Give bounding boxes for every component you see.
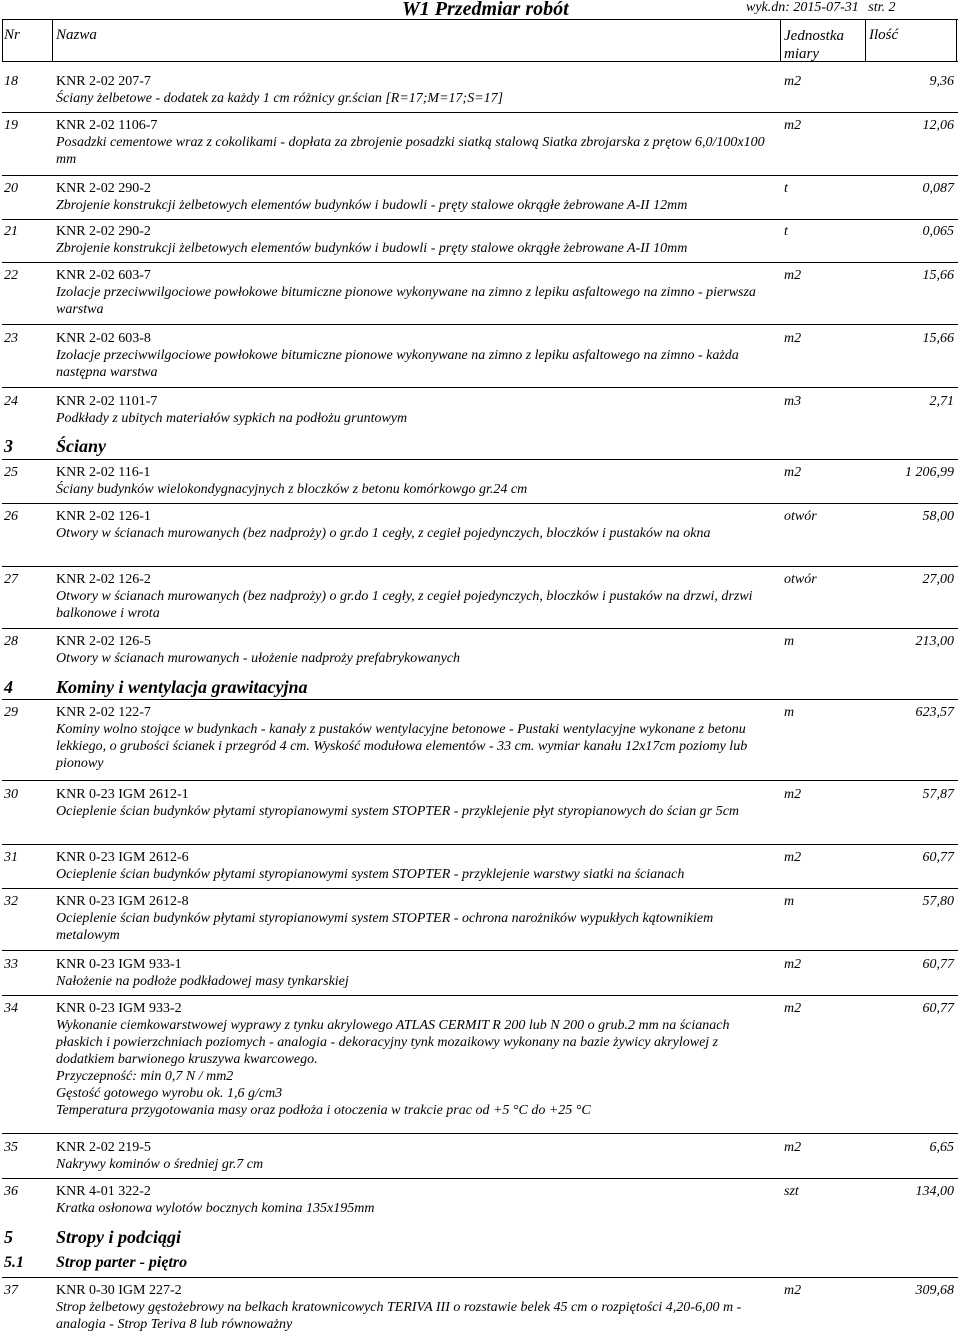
subsection-title: Strop parter - piętro [56,1254,188,1271]
section-heading [4,677,308,698]
item-code: KNR 2-02 603-8 [56,331,151,346]
subsection-heading [4,1254,187,1272]
item-code: KNR 0-30 IGM 227-2 [56,1283,182,1298]
item-qty: 9,36 [929,74,954,89]
item-code: KNR 2-02 603-7 [56,268,151,283]
item-qty: 15,66 [922,331,954,346]
item-unit: m2 [784,1283,802,1298]
column-divider [52,19,53,61]
row-divider [2,950,958,951]
column-header-qty: Ilość [869,27,899,43]
item-qty: 60,77 [922,957,954,972]
item-qty: 2,71 [929,394,954,409]
row-divider [2,780,958,781]
item-description: Kominy wolno stojące w budynkach - kanały z pustaków wentylacyjne betonowe - Pustaki wentylacyjne wykonane z betonu lekkiego, o grubości ścianek i przegród 4 cm. Wyskość modułowa elementów - 33 cm. wymiar kanału 12x17cm poziomy lub pionowy [56,722,748,771]
row-divider [2,324,958,325]
item-code: KNR 2-02 290-2 [56,224,151,239]
section-heading [4,1227,181,1248]
column-header-nr: Nr [4,27,20,43]
item-unit: szt [784,1184,799,1199]
item-code: KNR 2-02 116-1 [56,465,151,480]
item-description: Ocieplenie ścian budynków płytami styropianowymi system STOPTER - ochrona narożników wypukłych kątownikiem metalowym [56,911,714,943]
item-unit: m2 [784,957,802,972]
row-divider [2,262,958,263]
item-qty: 27,00 [922,572,954,587]
item-unit: m2 [784,465,802,480]
item-unit: m2 [784,268,802,283]
item-code: KNR 2-02 1101-7 [56,394,158,409]
row-divider [2,888,958,889]
header-rule [2,19,958,20]
column-divider [2,19,3,61]
item-unit: m [784,705,795,720]
item-nr: 23 [4,331,18,346]
item-code: KNR 4-01 322-2 [56,1184,151,1199]
item-unit: m2 [784,74,802,89]
item-code: KNR 2-02 126-1 [56,509,151,524]
subsection-number: 5.1 [4,1254,24,1271]
item-qty: 60,77 [922,850,954,865]
item-qty: 1 206,99 [905,465,954,480]
item-description: Posadzki cementowe wraz z cokolikami - dopłata za zbrojenie posadzki siatką stalową Siatka zbrojarska z prętow 6,0/100x100 mm [56,135,765,167]
item-code: KNR 2-02 290-2 [56,181,151,196]
row-divider [2,1133,958,1134]
item-unit: m [784,894,795,909]
row-divider [2,503,958,504]
section-title: Ściany [56,436,107,456]
item-description: Otwory w ścianach murowanych (bez nadproży) o gr.do 1 cegły, z cegieł pojedynczych, bloczków i pustaków na okna [56,526,711,541]
item-nr: 20 [4,181,18,196]
item-unit: m2 [784,1001,802,1016]
header-meta [746,0,902,16]
item-description: Otwory w ścianach murowanych (bez nadproży) o gr.do 1 cegły, z cegieł pojedynczych, bloczków i pustaków na drzwi, drzwi balkonowe i wrota [56,589,753,621]
item-code: KNR 2-02 1106-7 [56,118,158,133]
section-number: 5 [4,1227,13,1247]
item-qty: 213,00 [915,634,954,649]
section-number: 3 [4,436,13,456]
item-qty: 12,06 [922,118,954,133]
column-header-unit: Jednostka miary [784,28,844,62]
item-code: KNR 0-23 IGM 2612-6 [56,850,189,865]
row-divider [2,628,958,629]
item-nr: 34 [4,1001,18,1016]
item-unit: m [784,634,795,649]
item-qty: 57,80 [922,894,954,909]
item-qty: 0,087 [922,181,954,196]
item-nr: 28 [4,634,18,649]
item-nr: 31 [4,850,18,865]
item-code: KNR 0-23 IGM 2612-1 [56,787,189,802]
item-qty: 309,68 [915,1283,954,1298]
section-title: Stropy i podciągi [56,1227,181,1247]
item-nr: 24 [4,394,18,409]
item-nr: 22 [4,268,18,283]
item-description: Nałożenie na podłoże podkładowej masy tynkarskiej [56,974,349,989]
item-nr: 27 [4,572,18,587]
item-description: Izolacje przeciwwilgociowe powłokowe bitumiczne pionowe wykonywane na zimno z lepiku asfaltowego na zimno - pierwsza warstwa [56,285,756,317]
table-header-rule [2,61,958,62]
row-divider [2,112,958,113]
item-description: Strop żelbetowy gęstożebrowy na belkach kratownicowych TERIVA III o rozstawie belek 45 cm o rozpiętości 4,20-6,00 m - analogia - Strop Teriva 8 lub równoważny [56,1300,742,1332]
item-unit: m3 [784,394,802,409]
item-code: KNR 2-02 207-7 [56,74,151,89]
item-code: KNR 2-02 126-5 [56,634,151,649]
document-title: W1 Przedmiar robót [402,0,569,20]
item-unit: t [784,224,788,239]
item-nr: 21 [4,224,18,239]
item-qty: 623,57 [915,705,954,720]
item-unit: m2 [784,1140,802,1155]
section-number: 4 [4,677,13,697]
item-code: KNR 2-02 219-5 [56,1140,151,1155]
item-code: KNR 0-23 IGM 2612-8 [56,894,189,909]
row-divider [2,219,958,220]
row-divider [2,1178,958,1179]
row-divider [2,566,958,567]
item-unit: otwór [784,509,817,524]
item-qty: 58,00 [922,509,954,524]
item-nr: 36 [4,1184,18,1199]
item-description: Kratka osłonowa wylotów bocznych komina 135x195mm [56,1201,375,1216]
row-divider [2,175,958,176]
item-unit: t [784,181,788,196]
item-description: Ocieplenie ścian budynków płytami styropianowymi system STOPTER - przyklejenie płyt styropianowych do ścian gr 5cm [56,804,740,819]
item-description: Otwory w ścianach murowanych - ułożenie nadproży prefabrykowanych [56,651,460,666]
item-unit: m2 [784,850,802,865]
item-code: KNR 2-02 126-2 [56,572,151,587]
item-qty: 6,65 [929,1140,954,1155]
item-unit: m2 [784,331,802,346]
section-heading [4,436,106,457]
item-qty: 134,00 [915,1184,954,1199]
item-nr: 19 [4,118,18,133]
item-nr: 25 [4,465,18,480]
item-description: Zbrojenie konstrukcji żelbetowych elementów budynków i budowli - pręty stalowe okrągłe żebrowane A-II 10mm [56,241,688,256]
row-divider [2,387,958,388]
item-nr: 35 [4,1140,18,1155]
column-divider [865,19,866,61]
item-nr: 29 [4,705,18,720]
item-nr: 32 [4,894,18,909]
column-divider [956,19,957,61]
item-qty: 0,065 [922,224,954,239]
item-nr: 26 [4,509,18,524]
row-divider [2,1277,958,1278]
item-qty: 57,87 [922,787,954,802]
row-divider [2,699,958,700]
item-code: KNR 0-23 IGM 933-2 [56,1001,182,1016]
item-nr: 37 [4,1283,18,1298]
item-description: Ocieplenie ścian budynków płytami styropianowymi system STOPTER - przyklejenie warstwy siatki na ścianach [56,867,685,882]
item-description: Zbrojenie konstrukcji żelbetowych elementów budynków i budowli - pręty stalowe okrągłe żebrowane A-II 12mm [56,198,688,213]
item-description: Izolacje przeciwwilgociowe powłokowe bitumiczne pionowe wykonywane na zimno z lepiku asfaltowego na zimno - każda następna warstwa [56,348,739,380]
item-code: KNR 2-02 122-7 [56,705,151,720]
item-nr: 33 [4,957,18,972]
item-code: KNR 0-23 IGM 933-1 [56,957,182,972]
column-divider [780,19,781,61]
column-header-name: Nazwa [56,27,97,43]
item-description: Podkłady z ubitych materiałów sypkich na podłożu gruntowym [56,411,408,426]
item-nr: 18 [4,74,18,89]
item-unit: m2 [784,787,802,802]
row-divider [2,844,958,845]
item-unit: m2 [784,118,802,133]
section-title: Kominy i wentylacja grawitacyjna [56,677,308,697]
item-description: Ściany żelbetowe - dodatek za każdy 1 cm różnicy gr.ścian [R=17;M=17;S=17] [56,91,504,106]
item-unit: otwór [784,572,817,587]
item-description: Ściany budynków wielokondygnacyjnych z bloczków z betonu komórkowgo gr.24 cm [56,482,528,497]
row-divider [2,459,958,460]
row-divider [2,995,958,996]
item-description: Wykonanie ciemkowarstwowej wyprawy z tynku akrylowego ATLAS CERMIT R 200 lub N 200 o grub.2 mm na ścianach płaskich i powierzchniach poziomych - analogia - dekoracyjny tynk mozaikowy wykonany na bazie żywicy akrylowej z dodatkiem barwionego kruszywa kwarcowego. Przyczepność: min 0,7 N / mm2 Gęstość gotowego wyrobu ok. 1,6 g/cm3 Temperatura przygotowania masy oraz podłoża i otoczenia w trakcie prac od +5 °C do +25 °C [56,1018,730,1118]
item-qty: 15,66 [922,268,954,283]
header-date: wyk.dn: 2015-07-31 [746,0,859,15]
item-nr: 30 [4,787,18,802]
header-page: str. 2 [868,0,896,15]
item-qty: 60,77 [922,1001,954,1016]
item-description: Nakrywy kominów o średniej gr.7 cm [56,1157,264,1172]
